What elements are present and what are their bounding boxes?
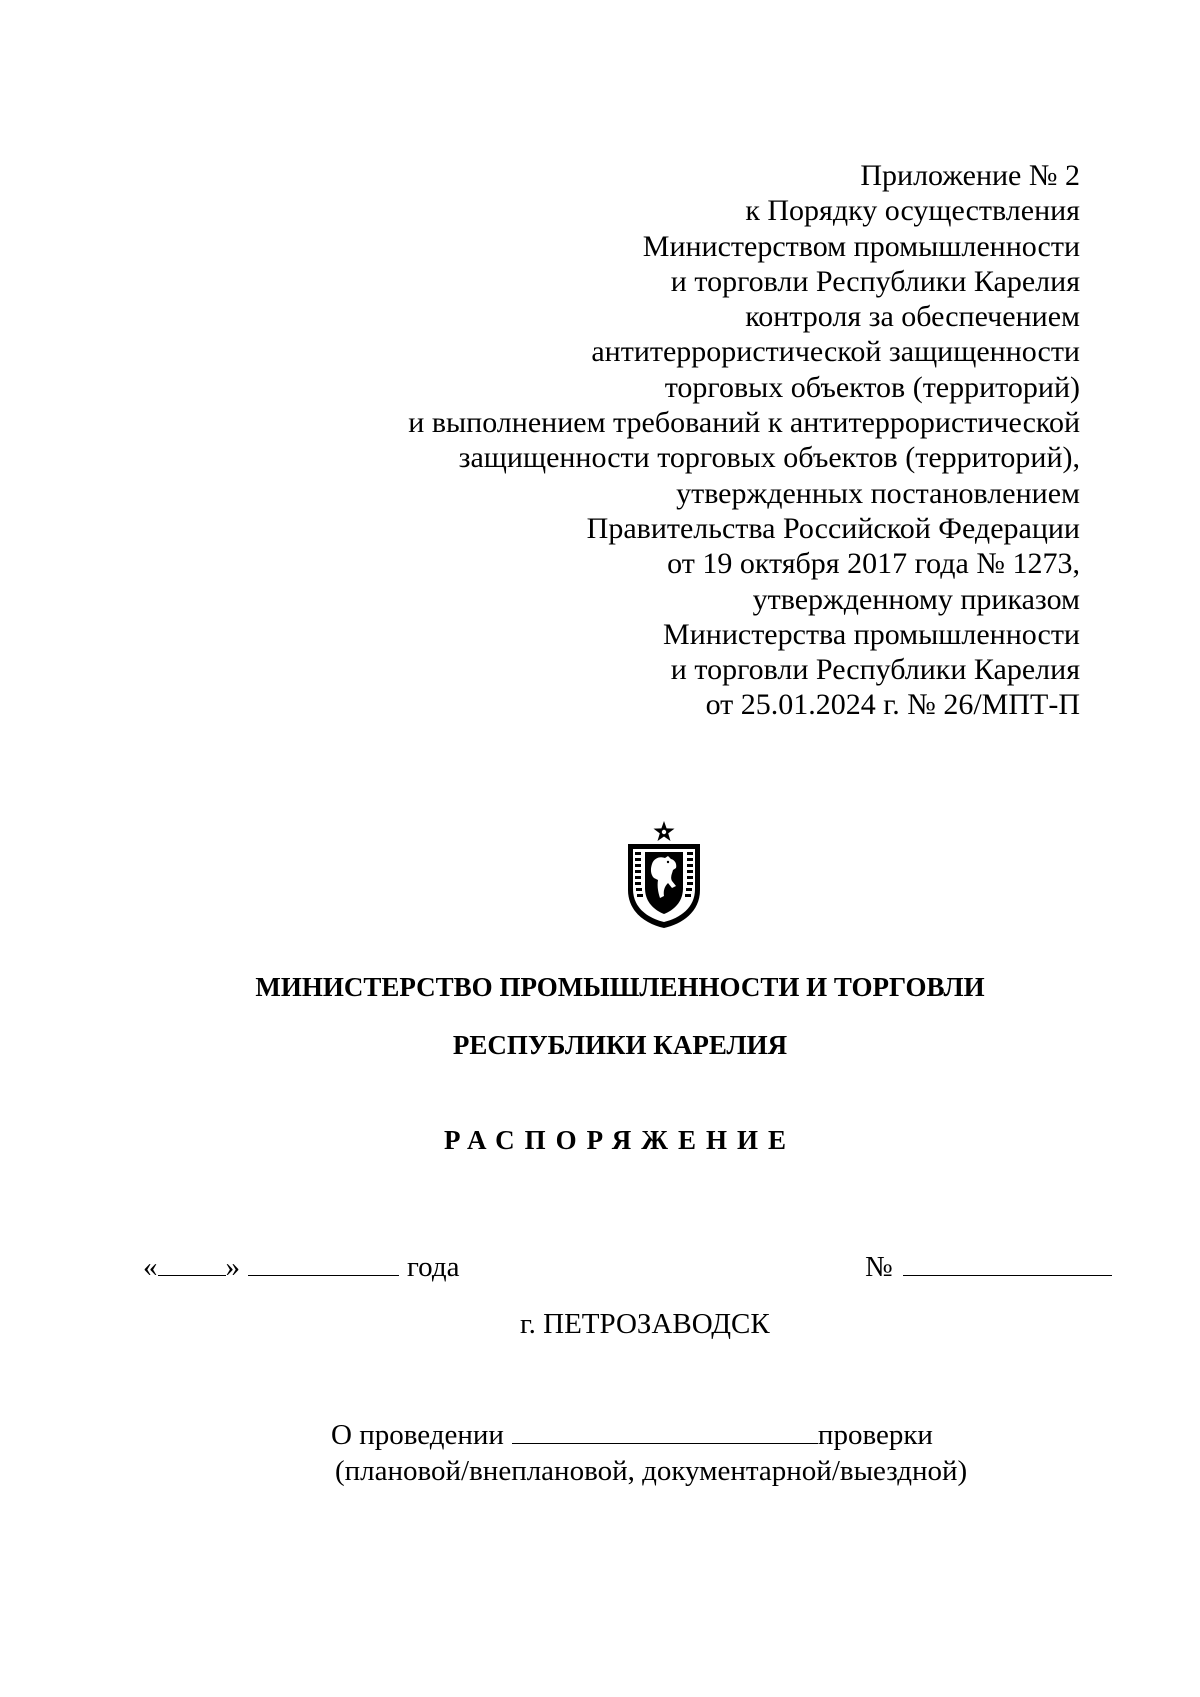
subject-prefix: О проведении xyxy=(331,1419,504,1451)
document-type-title: РАСПОРЯЖЕНИЕ xyxy=(443,1125,797,1155)
number-sign: № xyxy=(865,1251,893,1283)
appendix-line: утвержденных постановлением xyxy=(676,476,1080,510)
appendix-line: Министерством промышленности xyxy=(642,229,1080,263)
appendix-line: антитеррористической защищенности xyxy=(591,335,1080,369)
appendix-line: защищенности торговых объектов (территорий), xyxy=(458,441,1080,475)
inspection-type-hint: (плановой/внеплановой, документарной/выездной) xyxy=(335,1455,968,1487)
inspection-type-blank-field[interactable] xyxy=(512,1419,818,1444)
appendix-block xyxy=(280,158,1080,723)
date-open-quote: « xyxy=(143,1251,158,1283)
appendix-line: торговых объектов (территорий) xyxy=(664,370,1080,404)
month-blank-field[interactable] xyxy=(248,1251,399,1276)
date-close-quote: » xyxy=(225,1251,240,1283)
year-word: года xyxy=(407,1251,460,1283)
appendix-line: Министерства промышленности xyxy=(663,617,1080,651)
number-field-row xyxy=(865,1250,1112,1284)
appendix-line: к Порядку осуществления xyxy=(745,194,1080,228)
appendix-line: Правительства Российской Федерации xyxy=(586,511,1080,545)
date-field-row xyxy=(143,1250,459,1284)
appendix-line: и торговли Республики Карелия xyxy=(670,653,1080,687)
appendix-line: от 19 октября 2017 года № 1273, xyxy=(667,547,1080,581)
appendix-line: и торговли Республики Карелия xyxy=(670,264,1080,298)
karelia-coat-of-arms-icon xyxy=(624,820,704,930)
subject-row xyxy=(331,1418,933,1452)
appendix-line: и выполнением требований к антитеррористической xyxy=(408,406,1080,440)
ministry-name-line2: РЕСПУБЛИКИ КАРЕЛИЯ xyxy=(452,1030,788,1060)
day-blank-field[interactable] xyxy=(158,1251,226,1276)
document-number-blank-field[interactable] xyxy=(903,1251,1112,1276)
ministry-name-line1: МИНИСТЕРСТВО ПРОМЫШЛЕННОСТИ И ТОРГОВЛИ xyxy=(255,972,985,1002)
appendix-line: Приложение № 2 xyxy=(860,159,1080,192)
city-line: г. ПЕТРОЗАВОДСК xyxy=(520,1308,770,1340)
subject-suffix: проверки xyxy=(817,1419,933,1451)
appendix-line: контроля за обеспечением xyxy=(745,300,1080,334)
appendix-line: утвержденному приказом xyxy=(752,582,1080,616)
appendix-line: от 25.01.2024 г. № 26/МПТ-П xyxy=(705,688,1080,722)
